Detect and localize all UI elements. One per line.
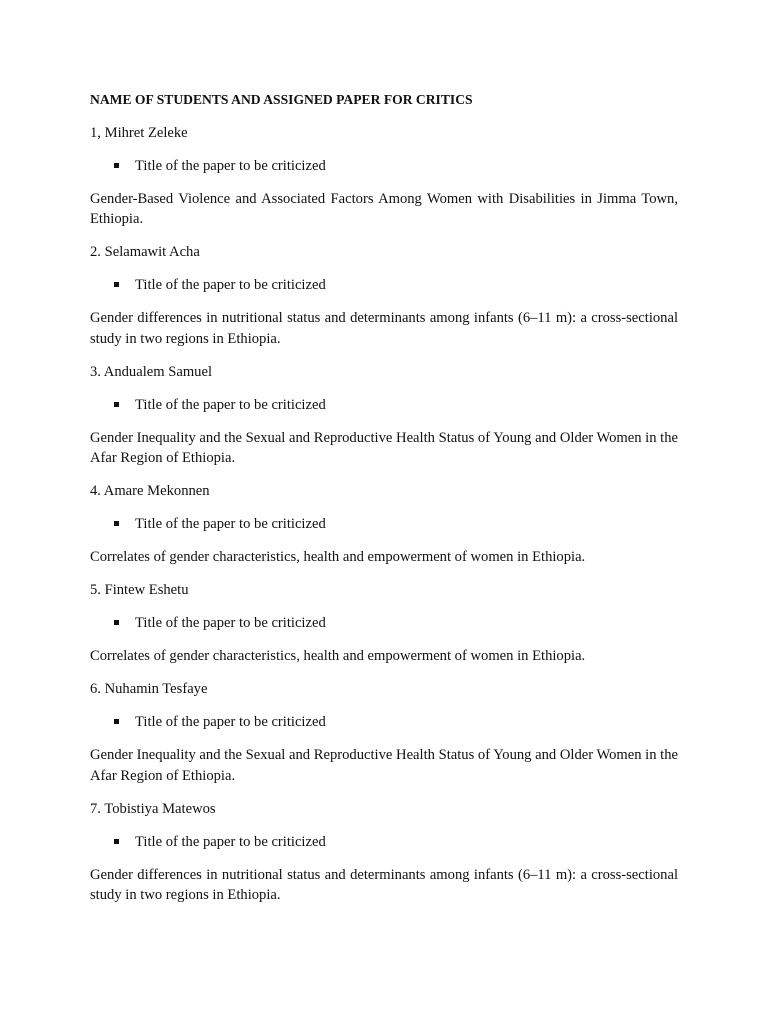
bullet-item: [90, 712, 678, 733]
student-entry-1: [90, 123, 678, 230]
document-page: [90, 90, 678, 906]
bullet-label: Title of the paper to be criticized: [135, 396, 326, 413]
bullet-item: [90, 832, 678, 853]
student-name: 5. Fintew Eshetu: [90, 582, 189, 598]
student-name: 3. Andualem Samuel: [90, 363, 213, 380]
square-bullet-icon: [114, 719, 119, 724]
bullet-label: Title of the paper to be criticized: [135, 277, 326, 293]
paper-title: Gender-Based Violence and Associated Factors Among Women with Disabilities in Jimma Town, Ethiopia.: [90, 190, 678, 227]
student-entry-7: [90, 799, 678, 906]
student-name: 2. Selamawit Acha: [90, 244, 200, 260]
bullet-label: Title of the paper to be criticized: [135, 615, 326, 631]
paper-title: Correlates of gender characteristics, health and empowerment of women in Ethiopia.: [90, 549, 586, 565]
square-bullet-icon: [114, 402, 119, 407]
bullet-label: Title of the paper to be criticized: [135, 157, 326, 174]
paper-title: Gender differences in nutritional status and determinants among infants (6–11 m): a cross-sectional study in two regions in Ethiopia.: [90, 866, 678, 903]
student-name: 7. Tobistiya Matewos: [90, 800, 216, 817]
student-name: 4. Amare Mekonnen: [90, 483, 210, 499]
student-entry-5: [90, 580, 678, 667]
bullet-label: Title of the paper to be criticized: [135, 714, 326, 730]
paper-title: Gender Inequality and the Sexual and Reproductive Health Status of Young and Older Women in the Afar Region of Ethiopia.: [90, 747, 678, 784]
square-bullet-icon: [114, 521, 119, 526]
bullet-item: [90, 613, 678, 634]
square-bullet-icon: [114, 839, 119, 844]
student-entry-6: [90, 679, 678, 786]
student-entry-2: [90, 242, 678, 349]
student-entry-4: [90, 481, 678, 568]
student-name: 6. Nuhamin Tesfaye: [90, 681, 208, 697]
paper-title: Correlates of gender characteristics, health and empowerment of women in Ethiopia.: [90, 648, 586, 664]
bullet-item: [90, 395, 678, 416]
bullet-label: Title of the paper to be criticized: [135, 833, 326, 850]
paper-title: Gender Inequality and the Sexual and Reproductive Health Status of Young and Older Women in the Afar Region of Ethiopia.: [90, 429, 678, 466]
bullet-item: [90, 514, 678, 535]
square-bullet-icon: [114, 620, 119, 625]
bullet-item: [90, 156, 678, 177]
student-entry-3: [90, 362, 678, 469]
bullet-item: [90, 275, 678, 296]
square-bullet-icon: [114, 282, 119, 287]
bullet-label: Title of the paper to be criticized: [135, 516, 326, 532]
paper-title: Gender differences in nutritional status and determinants among infants (6–11 m): a cross-sectional study in two regions in Ethiopia.: [90, 310, 678, 347]
student-name: 1, Mihret Zeleke: [90, 124, 188, 141]
square-bullet-icon: [114, 163, 119, 168]
document-heading: NAME OF STUDENTS AND ASSIGNED PAPER FOR CRITICS: [90, 92, 473, 107]
